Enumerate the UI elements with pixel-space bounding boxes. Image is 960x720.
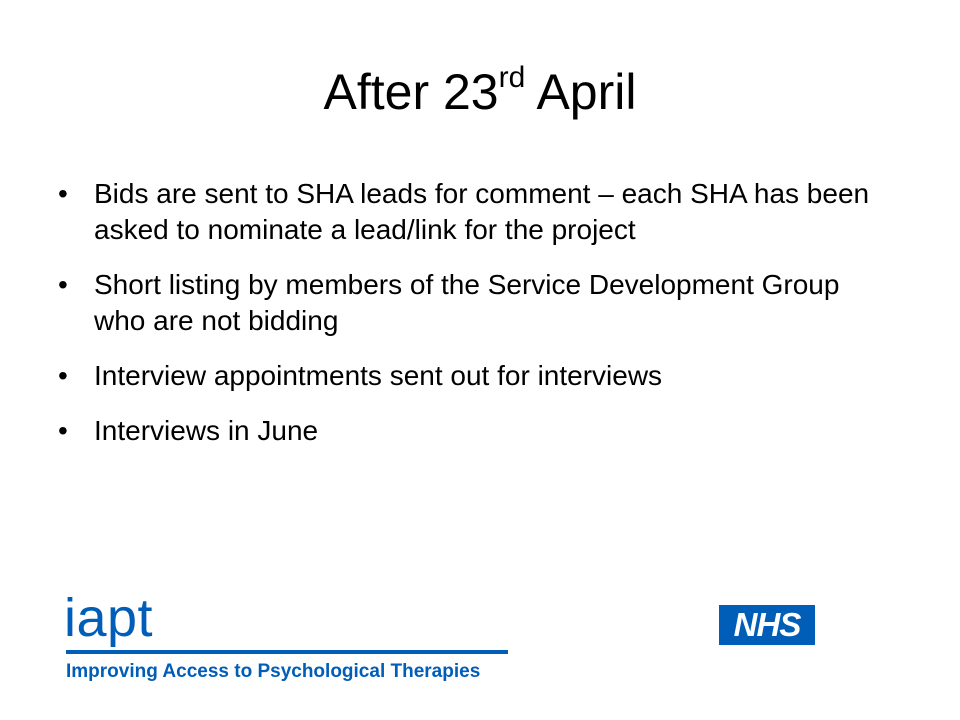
bullet-text: Short listing by members of the Service Development Group who are not bidding: [94, 269, 840, 336]
bullet-item: [58, 358, 888, 394]
title-main: After 23: [323, 64, 499, 120]
title-superscript: rd: [498, 61, 526, 94]
bullet-item: [58, 413, 888, 449]
bullet-glyph: •: [58, 415, 68, 446]
bullet-glyph: •: [58, 360, 68, 391]
iapt-logo-rule: [66, 650, 508, 654]
iapt-logo-tagline: Improving Access to Psychological Therapies: [66, 661, 481, 682]
nhs-logo: NHS: [719, 605, 815, 645]
bullet-item: [58, 176, 888, 248]
bullet-glyph: •: [58, 178, 68, 209]
iapt-logo: [60, 588, 510, 688]
bullet-glyph: •: [58, 269, 68, 300]
bullet-text: Bids are sent to SHA leads for comment – each SHA has been asked to nominate a lead/link for the project: [94, 178, 870, 245]
bullet-text: Interview appointments sent out for interviews: [94, 360, 663, 391]
title-end: April: [525, 64, 637, 120]
bullet-item: [58, 267, 888, 339]
slide-title: [0, 62, 960, 122]
bullet-list: [58, 176, 888, 468]
bullet-text: Interviews in June: [94, 415, 319, 446]
iapt-logo-wordmark: iapt: [64, 588, 154, 648]
